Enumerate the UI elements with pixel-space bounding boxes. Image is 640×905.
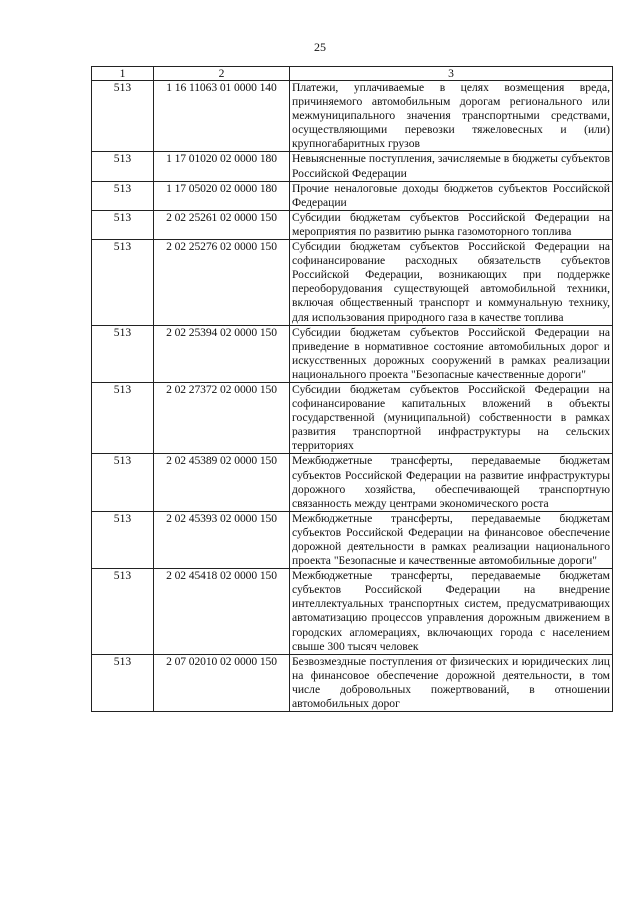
budget-code-cell: 1 17 01020 02 0000 180 xyxy=(154,152,290,181)
budget-revenue-table xyxy=(91,66,613,712)
revenue-name-cell: Прочие неналоговые доходы бюджетов субъектов Российской Федерации xyxy=(290,181,613,210)
admin-code-cell: 513 xyxy=(92,81,154,152)
revenue-name-cell: Субсидии бюджетам субъектов Российской Федерации на софинансирование расходных обязательств субъектов Российской Федерации, возникающих при поддержке переоборудования существующей автомобильной техники, включая общественный транспорт и коммунальную технику, для использования природного газа в качестве топлива xyxy=(290,240,613,326)
budget-code-cell: 2 07 02010 02 0000 150 xyxy=(154,654,290,711)
admin-code-cell: 513 xyxy=(92,454,154,511)
admin-code-cell: 513 xyxy=(92,181,154,210)
admin-code-cell: 513 xyxy=(92,511,154,568)
table-row xyxy=(92,152,613,181)
revenue-name-cell: Субсидии бюджетам субъектов Российской Федерации на приведение в нормативное состояние автомобильных дорог и искусственных дорожных сооружений в рамках реализации национального проекта "Безопасные качественные дороги" xyxy=(290,325,613,382)
admin-code-cell: 513 xyxy=(92,569,154,655)
budget-code-cell: 2 02 27372 02 0000 150 xyxy=(154,382,290,453)
admin-code-cell: 513 xyxy=(92,152,154,181)
admin-code-cell: 513 xyxy=(92,654,154,711)
budget-code-cell: 2 02 45393 02 0000 150 xyxy=(154,511,290,568)
table-row xyxy=(92,382,613,453)
table-row xyxy=(92,325,613,382)
column-header: 2 xyxy=(154,67,290,81)
column-header: 3 xyxy=(290,67,613,81)
table-row xyxy=(92,81,613,152)
table-header-row xyxy=(92,67,613,81)
revenue-name-cell: Межбюджетные трансферты, передаваемые бюджетам субъектов Российской Федерации на развитие инфраструктуры дорожного хозяйства, обеспечивающей транспортную связанность между центрами экономического роста xyxy=(290,454,613,511)
column-header: 1 xyxy=(92,67,154,81)
budget-code-cell: 1 17 05020 02 0000 180 xyxy=(154,181,290,210)
revenue-name-cell: Межбюджетные трансферты, передаваемые бюджетам субъектов Российской Федерации на внедрение интеллектуальных транспортных систем, предусматривающих автоматизацию процессов управления дорожным движением в городских агломерациях, включающих города с населением свыше 300 тысяч человек xyxy=(290,569,613,655)
page-number: 25 xyxy=(314,40,326,54)
revenue-name-cell: Межбюджетные трансферты, передаваемые бюджетам субъектов Российской Федерации на финансовое обеспечение дорожной деятельности в рамках реализации национального проекта "Безопасные и качественные автомобильные дороги" xyxy=(290,511,613,568)
revenue-name-cell: Платежи, уплачиваемые в целях возмещения вреда, причиняемого автомобильным дорогам регионального или межмуниципального значения транспортными средствами, осуществляющими перевозки тяжеловесных и (или) крупногабаритных грузов xyxy=(290,81,613,152)
revenue-name-cell: Субсидии бюджетам субъектов Российской Федерации на софинансирование капитальных вложений в объекты государственной (муниципальной) собственности в рамках развития транспортной инфраструктуры на сельских территориях xyxy=(290,382,613,453)
admin-code-cell: 513 xyxy=(92,382,154,453)
revenue-name-cell: Безвозмездные поступления от физических и юридических лиц на финансовое обеспечение дорожной деятельности, в том числе добровольных пожертвований, в отношении автомобильных дорог xyxy=(290,654,613,711)
budget-code-cell: 1 16 11063 01 0000 140 xyxy=(154,81,290,152)
budget-code-cell: 2 02 25276 02 0000 150 xyxy=(154,240,290,326)
admin-code-cell: 513 xyxy=(92,240,154,326)
table-row xyxy=(92,240,613,326)
budget-code-cell: 2 02 45389 02 0000 150 xyxy=(154,454,290,511)
budget-code-cell: 2 02 25394 02 0000 150 xyxy=(154,325,290,382)
budget-code-cell: 2 02 45418 02 0000 150 xyxy=(154,569,290,655)
table-row xyxy=(92,569,613,655)
table-row xyxy=(92,454,613,511)
table-row xyxy=(92,181,613,210)
admin-code-cell: 513 xyxy=(92,210,154,239)
admin-code-cell: 513 xyxy=(92,325,154,382)
revenue-name-cell: Невыясненные поступления, зачисляемые в бюджеты субъектов Российской Федерации xyxy=(290,152,613,181)
table-row xyxy=(92,210,613,239)
budget-code-cell: 2 02 25261 02 0000 150 xyxy=(154,210,290,239)
revenue-name-cell: Субсидии бюджетам субъектов Российской Федерации на мероприятия по развитию рынка газомоторного топлива xyxy=(290,210,613,239)
table-row xyxy=(92,654,613,711)
table-row xyxy=(92,511,613,568)
